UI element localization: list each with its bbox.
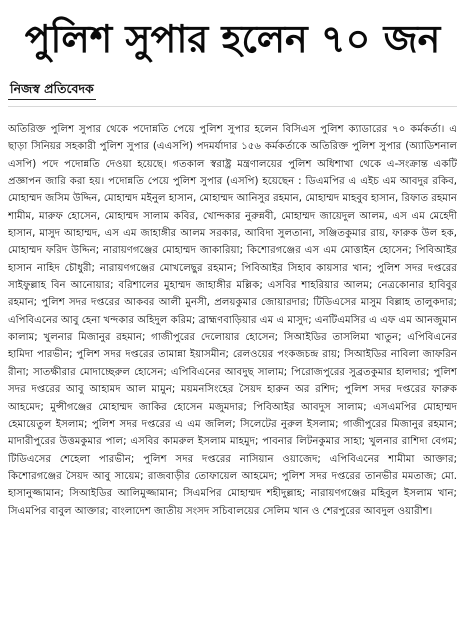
newspaper-clipping xyxy=(8,6,457,618)
divider xyxy=(8,106,457,107)
byline-row xyxy=(8,78,457,98)
byline: নিজস্ব প্রতিবেদক xyxy=(8,80,96,100)
article-body: অতিরিক্ত পুলিশ সুপার থেকে পদোন্নতি পেয়ে পুলিশ সুপার হলেন বিসিএস পুলিশ ক্যাডারের ৭০ কর্মকর্তা। এ ছাড়া সিনিয়র সহকারী পুলিশ সুপার (এএসপি) পদমর্যাদার ১৫৬ কর্মকর্তাকে অতিরিক্ত পুলিশ সুপার (অ্যাডিশনাল এসপি) পদে পদোন্নতি দেওয়া হয়েছে। গতকাল স্বরাষ্ট্র মন্ত্রণালয়ের পুলিশ অধিশাখা থেকে এ-সংক্রান্ত একটি প্রজ্ঞাপন জারি করা হয়। পদোন্নতি পেয়ে পুলিশ সুপার (এসপি) হয়েছেন : ডিএমপির এ এইচ এম আবদুর রকিব, মোহাম্মদ জসিম উদ্দিন, মোহাম্মদ মইনুল হাসান, মোহাম্মদ আনিসুর রহমান, মোহাম্মদ মাহবুব হাসান, রিফাত রহমান শামীম, মারুফ হোসেন, মোহাম্মদ সালাম কবির, খোন্দকার নুরুন্নবী, মোহাম্মদ জায়েদুল আলম, এস এম মেহেদী হাসান, মাসুদ আহাম্মদ, এস এম জাহাঙ্গীর আলম সরকার, আবিদা সুলতানা, সঞ্জিতকুমার রায়, ফারুক উল হক, মোহাম্মদ ফরিদ উদ্দিন; নারায়ণগঞ্জের মোহাম্মদ জাকারিয়া; কিশোরগঞ্জের এস এম মোত্তাইন হোসেন; পিবিআইর হাসান নাহিদ চৌধুরী; নারায়ণগঞ্জের মোখলেছুর রহমান; পিবিআইর সিহাব কায়সার খান; পুলিশ সদর দপ্তরের সাইফুল্লাহ বিন আনোয়ার; বরিশালের মুহাম্মদ জাহাঙ্গীর মল্লিক; এসবির শাহরিয়ার আলম; নেত্রকোনার হাবিবুর রহমান; পুলিশ সদর দপ্তরের আকবর আলী মুনসী, প্রলয়কুমার জোয়ারদার; টিডিএসের মাসুম বিল্লাহ তালুকদার; এপিবিএনের আবু হেনা খন্দকার অহিদুল করিম; ব্রাহ্মণবাড়িয়ার এম এ মাসুদ; এনটিএমসির এ এফ এম আনজুমান কালাম; খুলনার মিজানুর রহমান; গাজীপুরের দেলোয়ার হোসেন; সিআইডির তাসলিমা খাতুন; এপিবিএনের হামিদা পারভীন; পুলিশ সদর দপ্তরের তামান্না ইয়াসমীন; রেলওয়ের পংকজচন্দ্র রায়; সিআইডির নাবিলা জাফরিন রীনা; সাতক্ষীরার মোদাচ্ছেরুল হোসেন; এপিবিএনের আবদুছ সালাম; পিরোজপুরের সুব্রতকুমার হালদার; পুলিশ সদর দপ্তরের আবু আহামদ আল মামুন; ময়মনসিংহের সৈয়দ হারুন অর রশিদ; পুলিশ সদর দপ্তরের ফারুক আহমেদ; মুন্সীগঞ্জের মোহাম্মদ জাকির হোসেন মজুমদার; পিবিআইর আবদুস সালাম; এসএমপির মোহাম্মদ হেমায়েতুল ইসলাম; পুলিশ সদর দপ্তরের এ এম জলিল; সিলেটের নুরুল ইসলাম; গাজীপুরের মিজানুর রহমান; মাদারীপুরের উত্তমকুমার পাল; এসবির কামরুল ইসলাম মাহমুদ; পাবনার লিটনকুমার সাহা; খুলনার রাশিদা বেগম; টিডিএসের শেহেলা পারভীন; পুলিশ সদর দপ্তরের নাসিয়ান ওয়াজেদ; এপিবিএনের শামীমা আক্তার; কিশোরগঞ্জের সৈয়দ আবু সায়েম; রাজবাড়ীর তোফায়েল আহমেদ; পুলিশ সদর দপ্তরের তানভীর মমতাজ; মো. হাসানুজ্জামান; সিআইডির আলিমুজ্জামান; সিএমপির মোহাম্মদ শহীদুল্লাহ; নারায়ণগঞ্জের মহিবুল ইসলাম খান; সিএমপির বাবুল আক্তার; বাংলাদেশ জাতীয় সংসদ সচিবালয়ের সেলিম খান ও শেরপুরের আবদুল ওয়ারীশ। xyxy=(8,124,457,517)
headline: পুলিশ সুপার হলেন ৭০ জন xyxy=(24,17,441,61)
